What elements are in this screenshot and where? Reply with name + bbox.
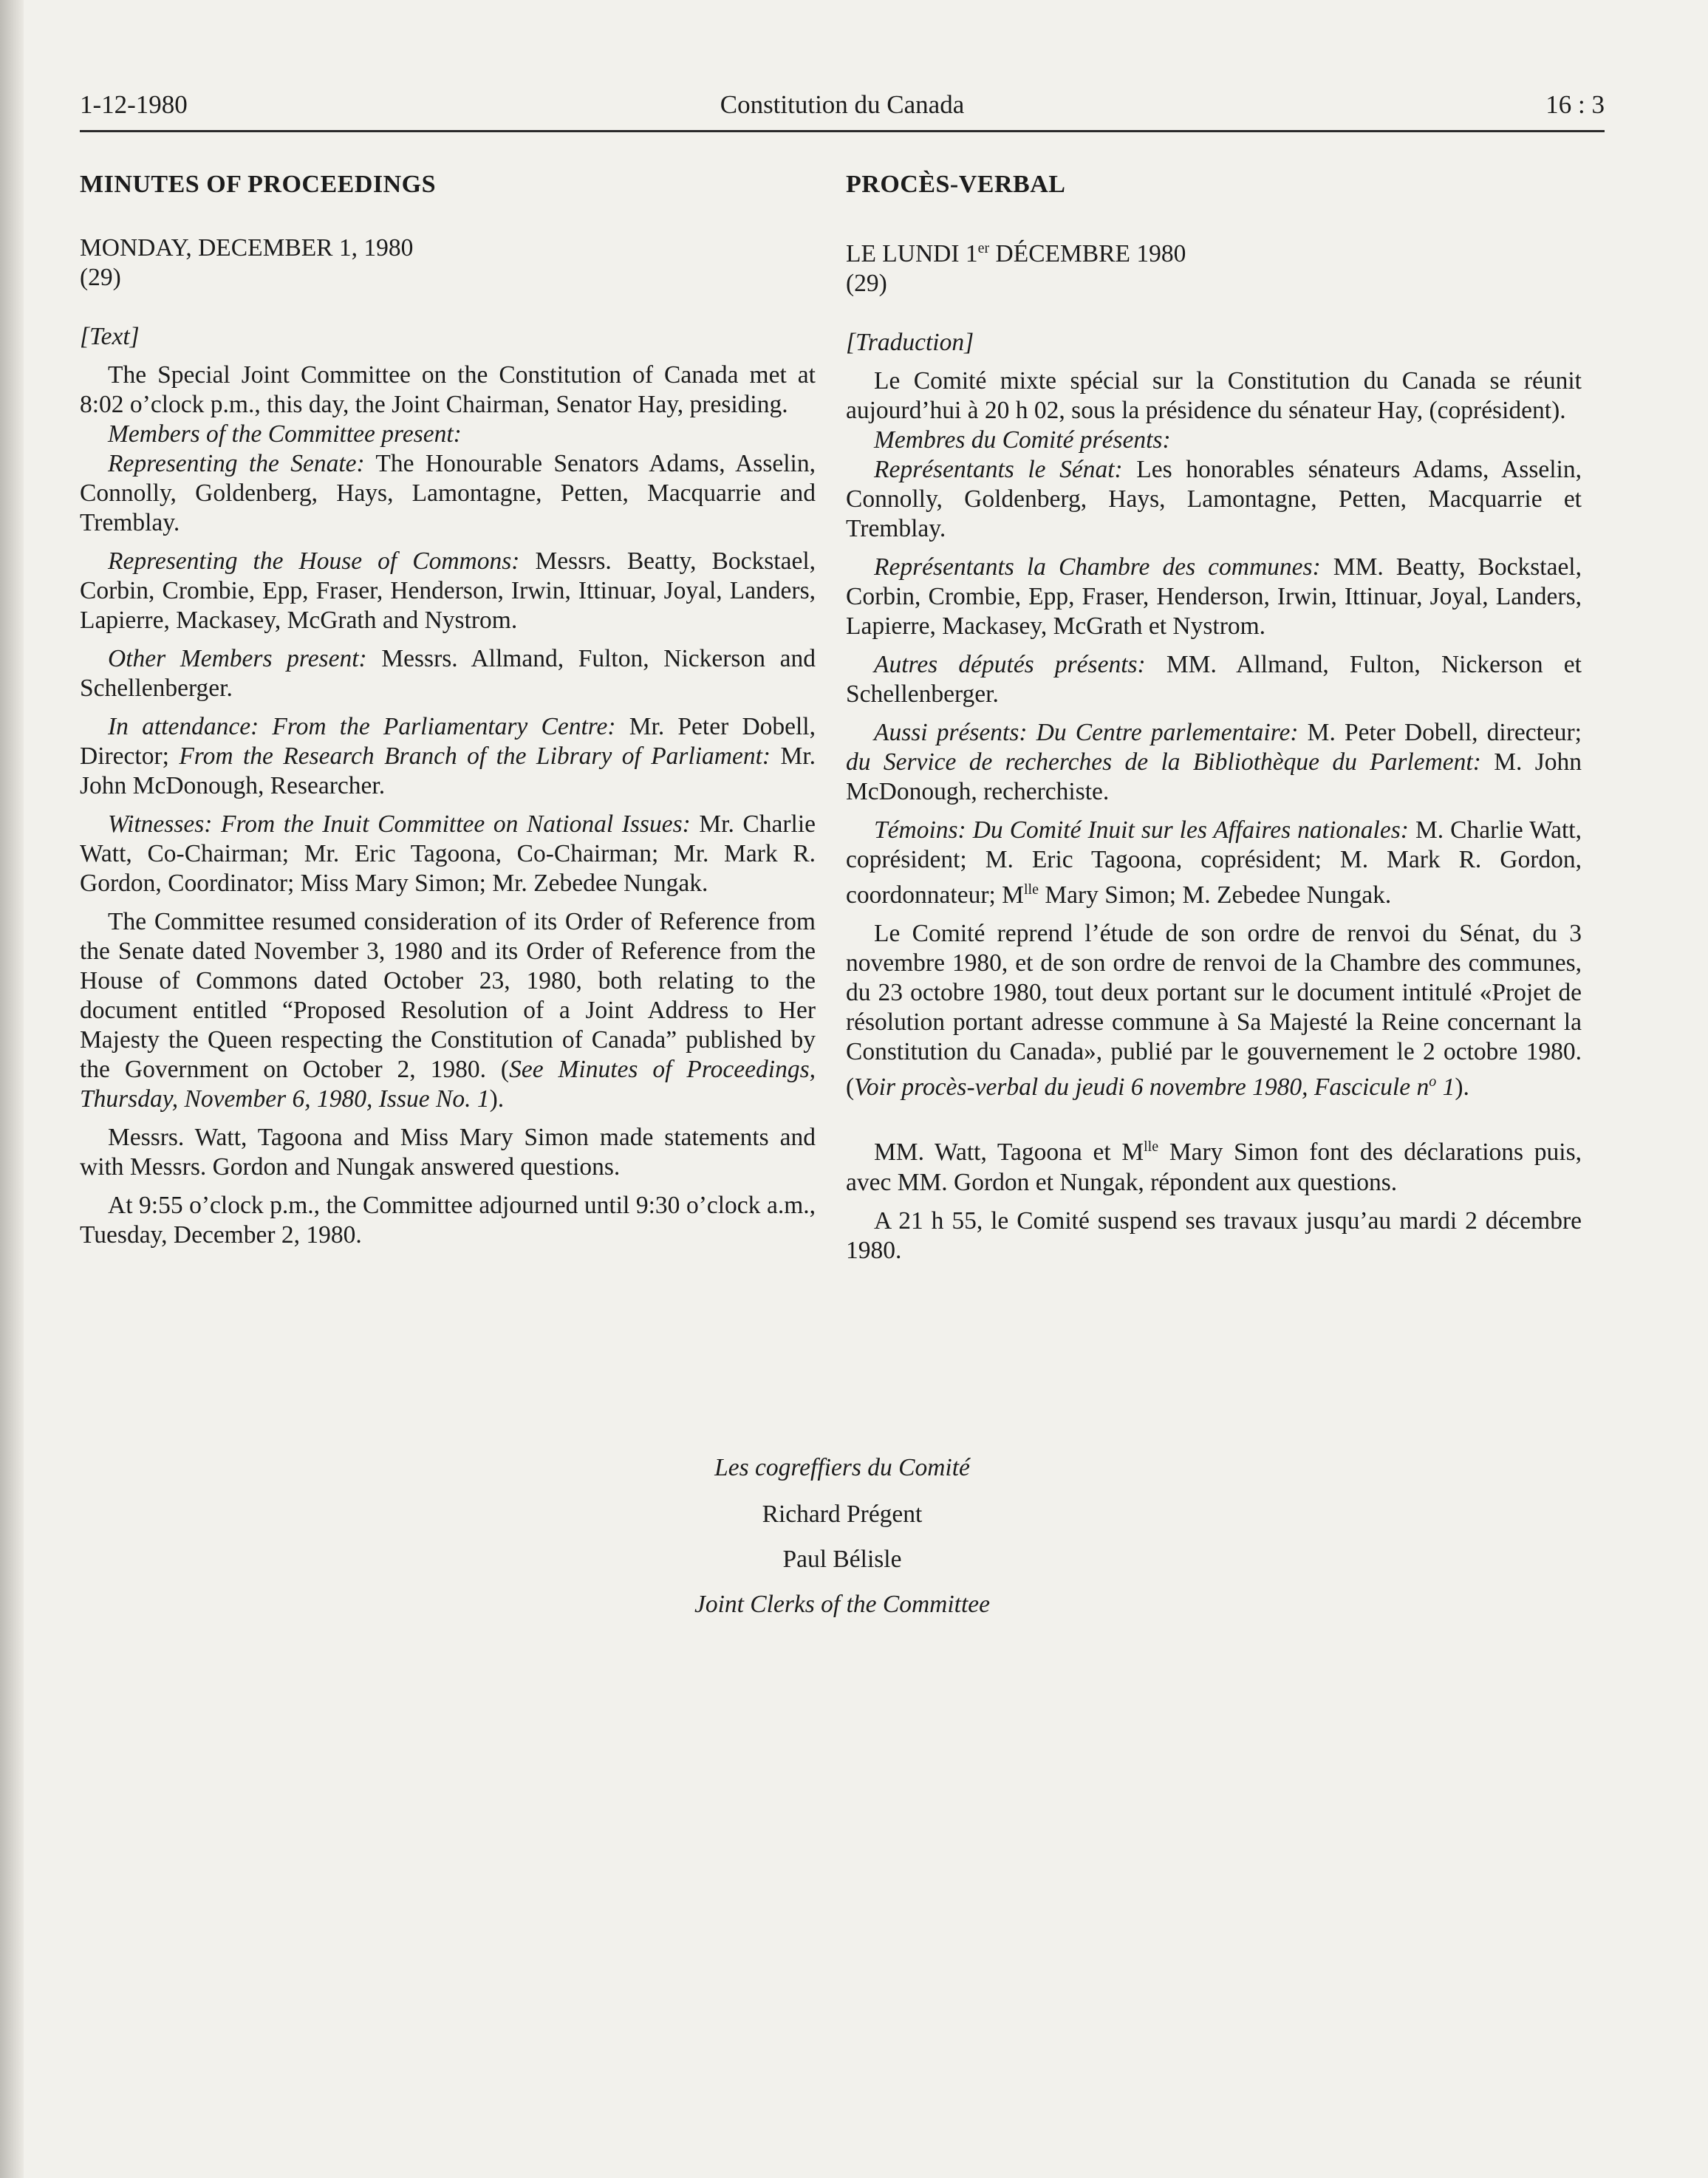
attend-label-1: In attendance: From the Parliamentary Centre: <box>108 713 616 740</box>
senate-label: Representing the Senate: <box>108 450 365 477</box>
commons-label: Representing the House of Commons: <box>108 547 520 575</box>
running-header <box>80 90 1605 134</box>
senate-label: Représentants le Sénat: <box>874 456 1123 484</box>
clerk-name-1: Richard Prégent <box>762 1501 923 1528</box>
members-label: Membres du Comité présents: <box>874 426 1171 454</box>
commons-label: Représentants la Chambre des communes: <box>874 553 1321 581</box>
english-attendance-paragraph <box>80 712 816 801</box>
english-witnesses-paragraph <box>80 810 816 898</box>
resumed-text: The Committee resumed consideration of its Order of Reference from the Senate dated November 3, 1980 and its Order of Reference from the House of Commons dated October 23, 1980, both relating to the document entitled “Proposed Resolution of a Joint Address to Her Majesty the Queen respecting the Constitution of Canada” published by the Government on October 2, 1980. ( <box>80 908 816 1083</box>
attend-label-2: du Service de recherches de la Bibliothèque du Parlement: <box>846 748 1481 776</box>
statements-superscript: lle <box>1144 1138 1159 1155</box>
french-statements-paragraph <box>846 1132 1582 1197</box>
attend-text-2: Mr. John McDonough, Researcher. <box>80 742 816 799</box>
attend-label-1: Aussi présents: Du Centre parlementaire: <box>874 719 1299 747</box>
french-resumed-paragraph <box>846 919 1582 1102</box>
commons-text: Messrs. Beatty, Bockstael, Corbin, Crombie, Epp, Fraser, Henderson, Irwin, Ittinuar, Joyal, Landers, Lapierre, Mackasey, McGrath and Nystrom. <box>80 547 816 634</box>
english-sitting-number: (29) <box>80 264 121 291</box>
clerks-title-english: Joint Clerks of the Committee <box>694 1591 991 1618</box>
french-adjourn-paragraph: A 21 h 55, le Comité suspend ses travaux jusqu’au mardi 2 décembre 1980. <box>846 1206 1582 1264</box>
date-post: DÉCEMBRE 1980 <box>989 240 1186 268</box>
attend-text-2: M. John McDonough, recherchiste. <box>846 748 1582 806</box>
french-other-members-paragraph <box>846 650 1582 709</box>
french-date-line <box>846 233 1582 269</box>
witness-text-2: Mary Simon; M. Zebedee Nungak. <box>1038 881 1392 909</box>
commons-text: MM. Beatty, Bockstael, Corbin, Crombie, Epp, Fraser, Henderson, Irwin, Ittinuar, Joyal, Landers, Lapierre, Mackasey, McGrath et Nystrom. <box>846 553 1582 641</box>
english-adjourn-paragraph: At 9:55 o’clock p.m., the Committee adjourned until 9:30 o’clock a.m., Tuesday, December 2, 1980. <box>80 1192 816 1249</box>
resumed-text: Le Comité reprend l’étude de son ordre de renvoi du Sénat, du 3 novembre 1980, et de son ordre de renvoi de la Chambre des communes, du 23 octobre 1980, tout deux portant sur le document intitulé «Projet de résolution portant adresse commune à Sa Majesté la Reine concernant la Constitution du Canada», publié par le gouvernement le 2 octobre 1980. ( <box>846 920 1582 1102</box>
attend-text-1: Mr. Peter Dobell, Director; <box>80 713 816 770</box>
attend-label-2: From the Research Branch of the Library of Parliament: <box>179 742 771 770</box>
statements-post: Mary Simon font des déclarations puis, avec MM. Gordon et Nungak, répondent aux questions. <box>846 1138 1582 1196</box>
resumed-end: ). <box>1455 1073 1469 1102</box>
french-senate-paragraph <box>846 455 1582 544</box>
other-text: Messrs. Allmand, Fulton, Nickerson and Schellenberger. <box>80 645 816 702</box>
french-witnesses-paragraph <box>846 816 1582 910</box>
english-heading: MINUTES OF PROCEEDINGS <box>80 171 437 198</box>
english-senate-paragraph <box>80 449 816 538</box>
witness-superscript: lle <box>1023 881 1039 898</box>
header-rule <box>80 130 1605 132</box>
english-resumed-paragraph <box>80 907 816 1114</box>
french-attendance-paragraph <box>846 718 1582 807</box>
english-commons-paragraph <box>80 547 816 635</box>
senate-text: The Honourable Senators Adams, Asselin, Connolly, Goldenberg, Hays, Lamontagne, Petten, Macquarrie and Tremblay. <box>80 450 816 536</box>
english-statements-paragraph: Messrs. Watt, Tagoona and Miss Mary Simon made statements and with Messrs. Gordon and Nungak answered questions. <box>80 1124 816 1181</box>
english-other-members-paragraph <box>80 644 816 703</box>
witness-label: Witnesses: From the Inuit Committee on National Issues: <box>108 810 691 838</box>
other-text: MM. Allmand, Fulton, Nickerson et Schellenberger. <box>846 651 1582 709</box>
resumed-reference-2: 1 <box>1436 1073 1455 1102</box>
witness-label: Témoins: Du Comité Inuit sur les Affaires nationales: <box>874 816 1409 844</box>
english-text-tag: [Text] <box>80 323 140 350</box>
binding-edge <box>0 0 24 2178</box>
resumed-reference: See Minutes of Proceedings, Thursday, November 6, 1980, Issue No. 1 <box>80 1056 816 1113</box>
english-opening-paragraph: The Special Joint Committee on the Constitution of Canada met at 8:02 o’clock p.m., this day, the Joint Chairman, Senator Hay, presiding. <box>80 361 816 418</box>
french-translation-tag: [Traduction] <box>846 329 974 357</box>
resumed-superscript: o <box>1429 1073 1437 1090</box>
attend-text-1: M. Peter Dobell, directeur; <box>1298 719 1582 747</box>
witness-text: Mr. Charlie Watt, Co-Chairman; Mr. Eric Tagoona, Co-Chairman; Mr. Mark R. Gordon, Coordinator; Miss Mary Simon; Mr. Zebedee Nungak. <box>80 810 816 897</box>
header-title: Constitution du Canada <box>720 90 965 119</box>
french-members-label <box>846 426 1582 455</box>
other-label: Autres députés présents: <box>874 651 1146 679</box>
header-date: 1-12-1980 <box>80 90 188 119</box>
resumed-end: ). <box>489 1085 505 1113</box>
date-superscript: er <box>977 240 990 256</box>
english-members-label <box>80 420 816 449</box>
french-commons-paragraph <box>846 553 1582 641</box>
french-column <box>846 167 1582 1266</box>
english-date-line: MONDAY, DECEMBER 1, 1980 <box>80 234 414 262</box>
witness-text-1: M. Charlie Watt, coprésident; M. Eric Tagoona, coprésident; M. Mark R. Gordon, coordonnateur; M <box>846 816 1582 909</box>
french-opening-paragraph: Le Comité mixte spécial sur la Constitution du Canada se réunit aujourd’hui à 20 h 02, sous la présidence du sénateur Hay, (coprésident). <box>846 367 1582 425</box>
french-sitting-number: (29) <box>846 270 887 298</box>
senate-text: Les honorables sénateurs Adams, Asselin, Connolly, Goldenberg, Hays, Lamontagne, Petten, Macquarrie et Tremblay. <box>846 456 1582 543</box>
header-page-number: 16 : 3 <box>1545 90 1605 119</box>
date-pre: LE LUNDI 1 <box>846 240 978 268</box>
statements-pre: MM. Watt, Tagoona et M <box>874 1138 1144 1167</box>
other-label: Other Members present: <box>108 645 367 672</box>
clerks-title-french: Les cogreffiers du Comité <box>714 1454 970 1481</box>
members-label: Members of the Committee present: <box>108 420 462 448</box>
clerk-name-2: Paul Bélisle <box>782 1546 902 1573</box>
english-column <box>80 167 816 1250</box>
resumed-reference: Voir procès-verbal du jeudi 6 novembre 1980, Fascicule n <box>854 1073 1429 1102</box>
french-heading: PROCÈS-VERBAL <box>846 171 1066 198</box>
